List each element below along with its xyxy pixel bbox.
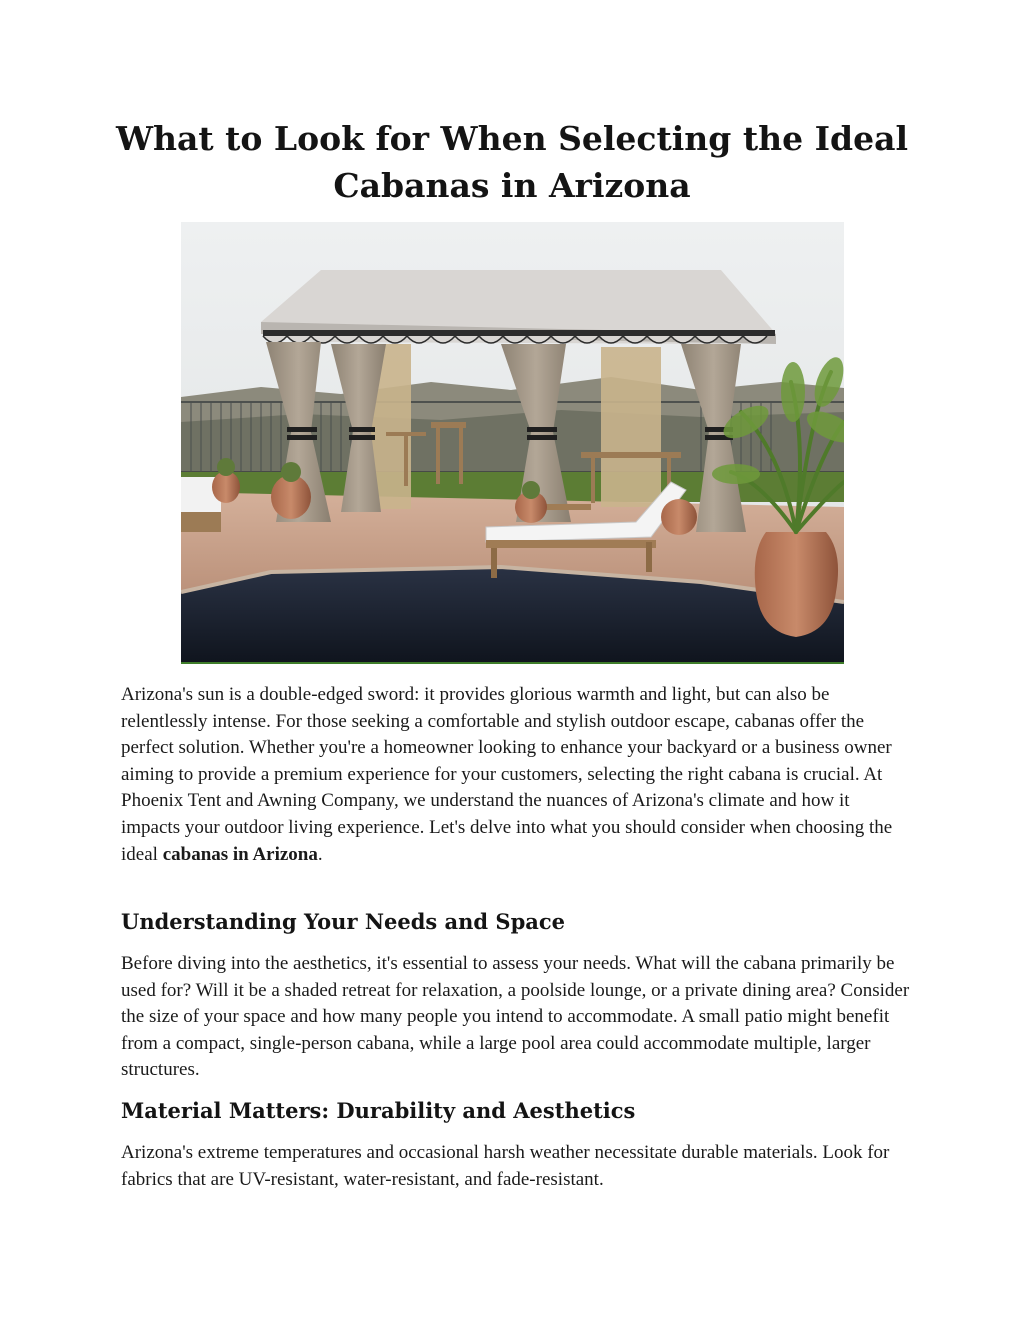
page-title: What to Look for When Selecting the Ideal Cabanas in Arizona <box>115 119 909 205</box>
section-heading-material: Material Matters: Durability and Aesthetics <box>121 1098 636 1123</box>
section-body-needs: Before diving into the aesthetics, it's essential to assess your needs. What will the cabana primarily be used for? Will it be a shaded retreat for relaxation, a poolside lounge, or a private dining area? Consider the size of your space and how many people you intend to accommodate. A small patio might benefit from a compact, single-person cabana, while a large pool area could accommodate multiple, larger structures. <box>121 953 910 1081</box>
intro-end: . <box>317 843 323 865</box>
cabana-photo <box>181 222 844 664</box>
section-heading-needs: Understanding Your Needs and Space <box>121 909 566 934</box>
intro-paragraph <box>121 682 911 868</box>
section-body-material: Arizona's extreme temperatures and occasional harsh weather necessitate durable materials. Look for fabrics that are UV-resistant, water-resistant, and fade-resistant. <box>121 1142 890 1190</box>
intro-text: Arizona's sun is a double-edged sword: it provides glorious warmth and light, but can also be relentlessly intense. For those seeking a comfortable and stylish outdoor escape, cabanas offer the perfect solution. Whether you're a homeowner looking to enhance your backyard or a business owner aiming to provide a premium experience for your customers, selecting the right cabana is crucial. At Phoenix Tent and Awning Company, we understand the nuances of Arizona's climate and how it impacts your outdoor living experience. Let's delve into what you should consider when choosing the ideal <box>121 684 893 865</box>
cabanas-in-arizona-link[interactable]: cabanas in Arizona <box>162 843 318 865</box>
